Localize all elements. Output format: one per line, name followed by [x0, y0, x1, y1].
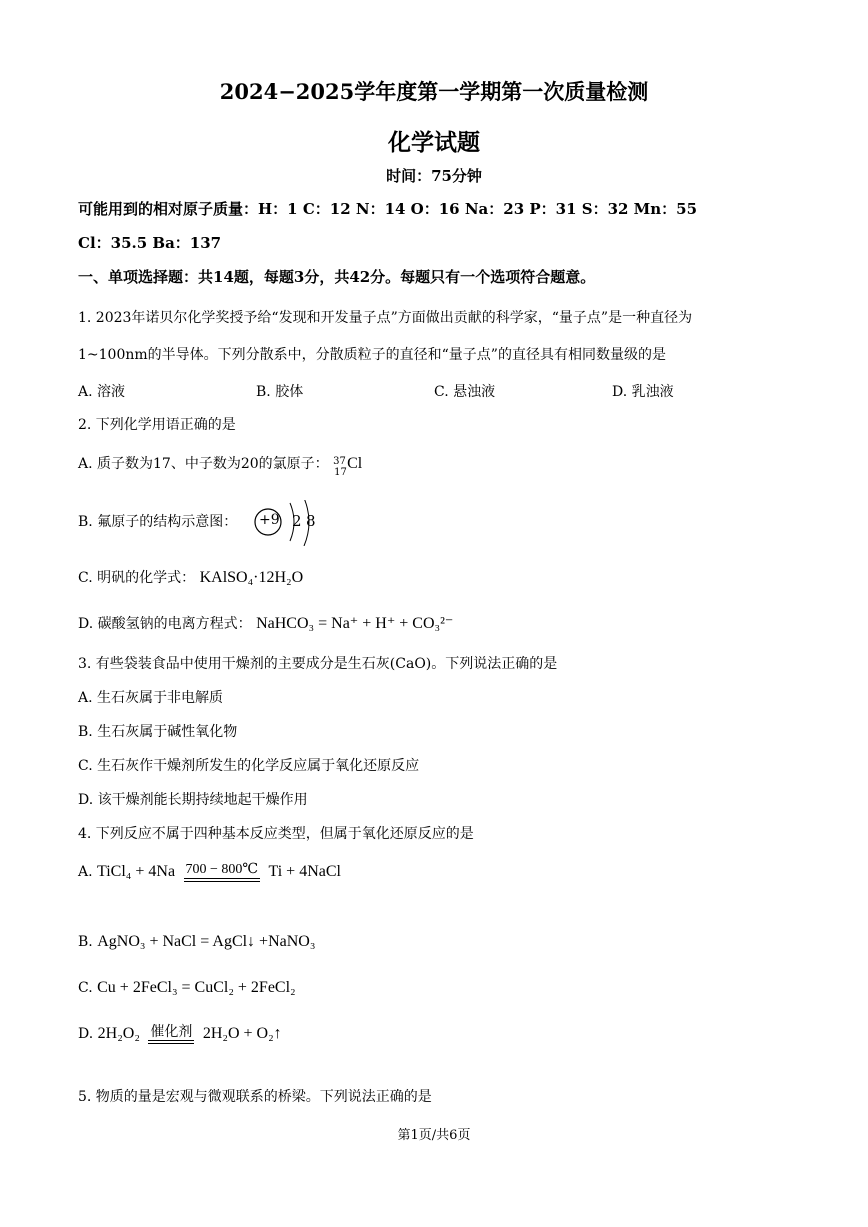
q3-option-c: C. 生石灰作干燥剂所发生的化学反应属于氧化还原反应	[78, 758, 420, 774]
q4-stem: 4. 下列反应不属于四种基本反应类型，但属于氧化还原反应的是	[78, 826, 474, 842]
fluorine-atom-diagram	[254, 500, 334, 546]
q4-d-condition	[148, 1024, 194, 1044]
nucleus-charge: +9	[259, 512, 280, 528]
q5-stem: 5. 物质的量是宏观与微观联系的桥梁。下列说法正确的是	[78, 1089, 432, 1105]
exam-subtitle: 化学试题	[388, 129, 480, 156]
q4-option-c	[78, 978, 296, 998]
q1-option-c: C. 悬浊液	[434, 384, 496, 400]
shell-1-electrons: 2	[292, 512, 302, 530]
q3-option-d: D. 该干燥剂能长期持续地起干燥作用	[78, 792, 308, 808]
q3-stem: 3. 有些袋装食品中使用干燥剂的主要成分是生石灰(CaO)。下列说法正确的是	[78, 656, 558, 672]
q4-b-equation: AgNO₃ + NaCl = AgCl↓ +NaNO₃	[97, 933, 316, 950]
q2-stem: 2. 下列化学用语正确的是	[78, 417, 236, 433]
q4-option-d-label: D.	[78, 1026, 94, 1042]
q4-d-equals-bar	[148, 1040, 194, 1044]
ionization-equation: NaHCO₃ = Na⁺ + H⁺ + CO₃²⁻	[256, 615, 454, 632]
q4-option-b-label: B.	[78, 934, 93, 950]
q4-c-equation: Cu + 2FeCl₃ = CuCl₂ + 2FeCl₂	[97, 979, 296, 996]
chlorine-symbol: Cl	[347, 455, 363, 472]
exam-title: 2024−2025学年度第一学期第一次质量检测	[219, 79, 649, 104]
q1-stem-line-1: 1. 2023年诺贝尔化学奖授予给“发现和开发量子点”方面做出贡献的科学家，“量子点”是一种直径为	[78, 310, 693, 326]
q4-a-equals-bar	[184, 878, 261, 882]
q4-a-reactants: TiCl₄ + 4Na	[97, 863, 176, 880]
shell-2-electrons: 8	[306, 512, 316, 530]
q1-option-b: B. 胶体	[256, 384, 304, 400]
q4-a-condition-text: 700 − 800℃	[185, 862, 259, 877]
q4-option-a-label: A.	[78, 864, 93, 880]
q4-option-a	[78, 862, 341, 882]
q2-option-c-text: C. 明矾的化学式：	[78, 570, 196, 586]
q2-option-a	[78, 454, 363, 478]
q3-option-a: A. 生石灰属于非电解质	[78, 690, 224, 706]
page-footer: 第1页/共6页	[397, 1128, 471, 1143]
q1-option-a: A. 溶液	[78, 384, 126, 400]
q1-option-d: D. 乳浊液	[612, 384, 674, 400]
q4-a-products: Ti + 4NaCl	[268, 863, 341, 880]
alum-formula: KAlSO₄·12H₂O	[199, 569, 304, 586]
q1-stem-line-2: 1~100nm的半导体。下列分散系中，分散质粒子的直径和“量子点”的直径具有相同数量级的是	[78, 347, 666, 363]
mass-number: 37	[333, 456, 346, 467]
q2-option-d-text: D. 碳酸氢钠的电离方程式：	[78, 616, 252, 632]
q2-option-d	[78, 614, 453, 634]
q2-option-a-text: A. 质子数为17、中子数为20的氯原子：	[78, 456, 329, 472]
q4-option-b	[78, 932, 315, 952]
q2-option-b: B. 氟原子的结构示意图：	[78, 514, 238, 530]
q4-d-products: 2H₂O + O₂↑	[202, 1025, 282, 1042]
atomic-mass-line-2: Cl：35.5 Ba：137	[78, 234, 222, 252]
section-heading: 一、单项选择题：共14题，每题3分，共42分。每题只有一个选项符合题意。	[78, 268, 596, 286]
q4-option-d	[78, 1024, 282, 1044]
exam-time: 时间：75分钟	[386, 167, 482, 185]
q4-a-condition	[184, 862, 261, 882]
atomic-number: 17	[334, 467, 347, 478]
q2-option-c	[78, 568, 303, 588]
atomic-mass-line-1: 可能用到的相对原子质量：H：1 C：12 N：14 O：16 Na：23 P：31 S：32 Mn：55	[78, 200, 698, 218]
q4-option-c-label: C.	[78, 980, 93, 996]
q3-option-b: B. 生石灰属于碱性氧化物	[78, 724, 238, 740]
chlorine-isotope-notation	[333, 454, 347, 478]
q4-d-condition-text: 催化剂	[150, 1024, 193, 1040]
q4-d-reactants: 2H₂O₂	[97, 1025, 140, 1042]
